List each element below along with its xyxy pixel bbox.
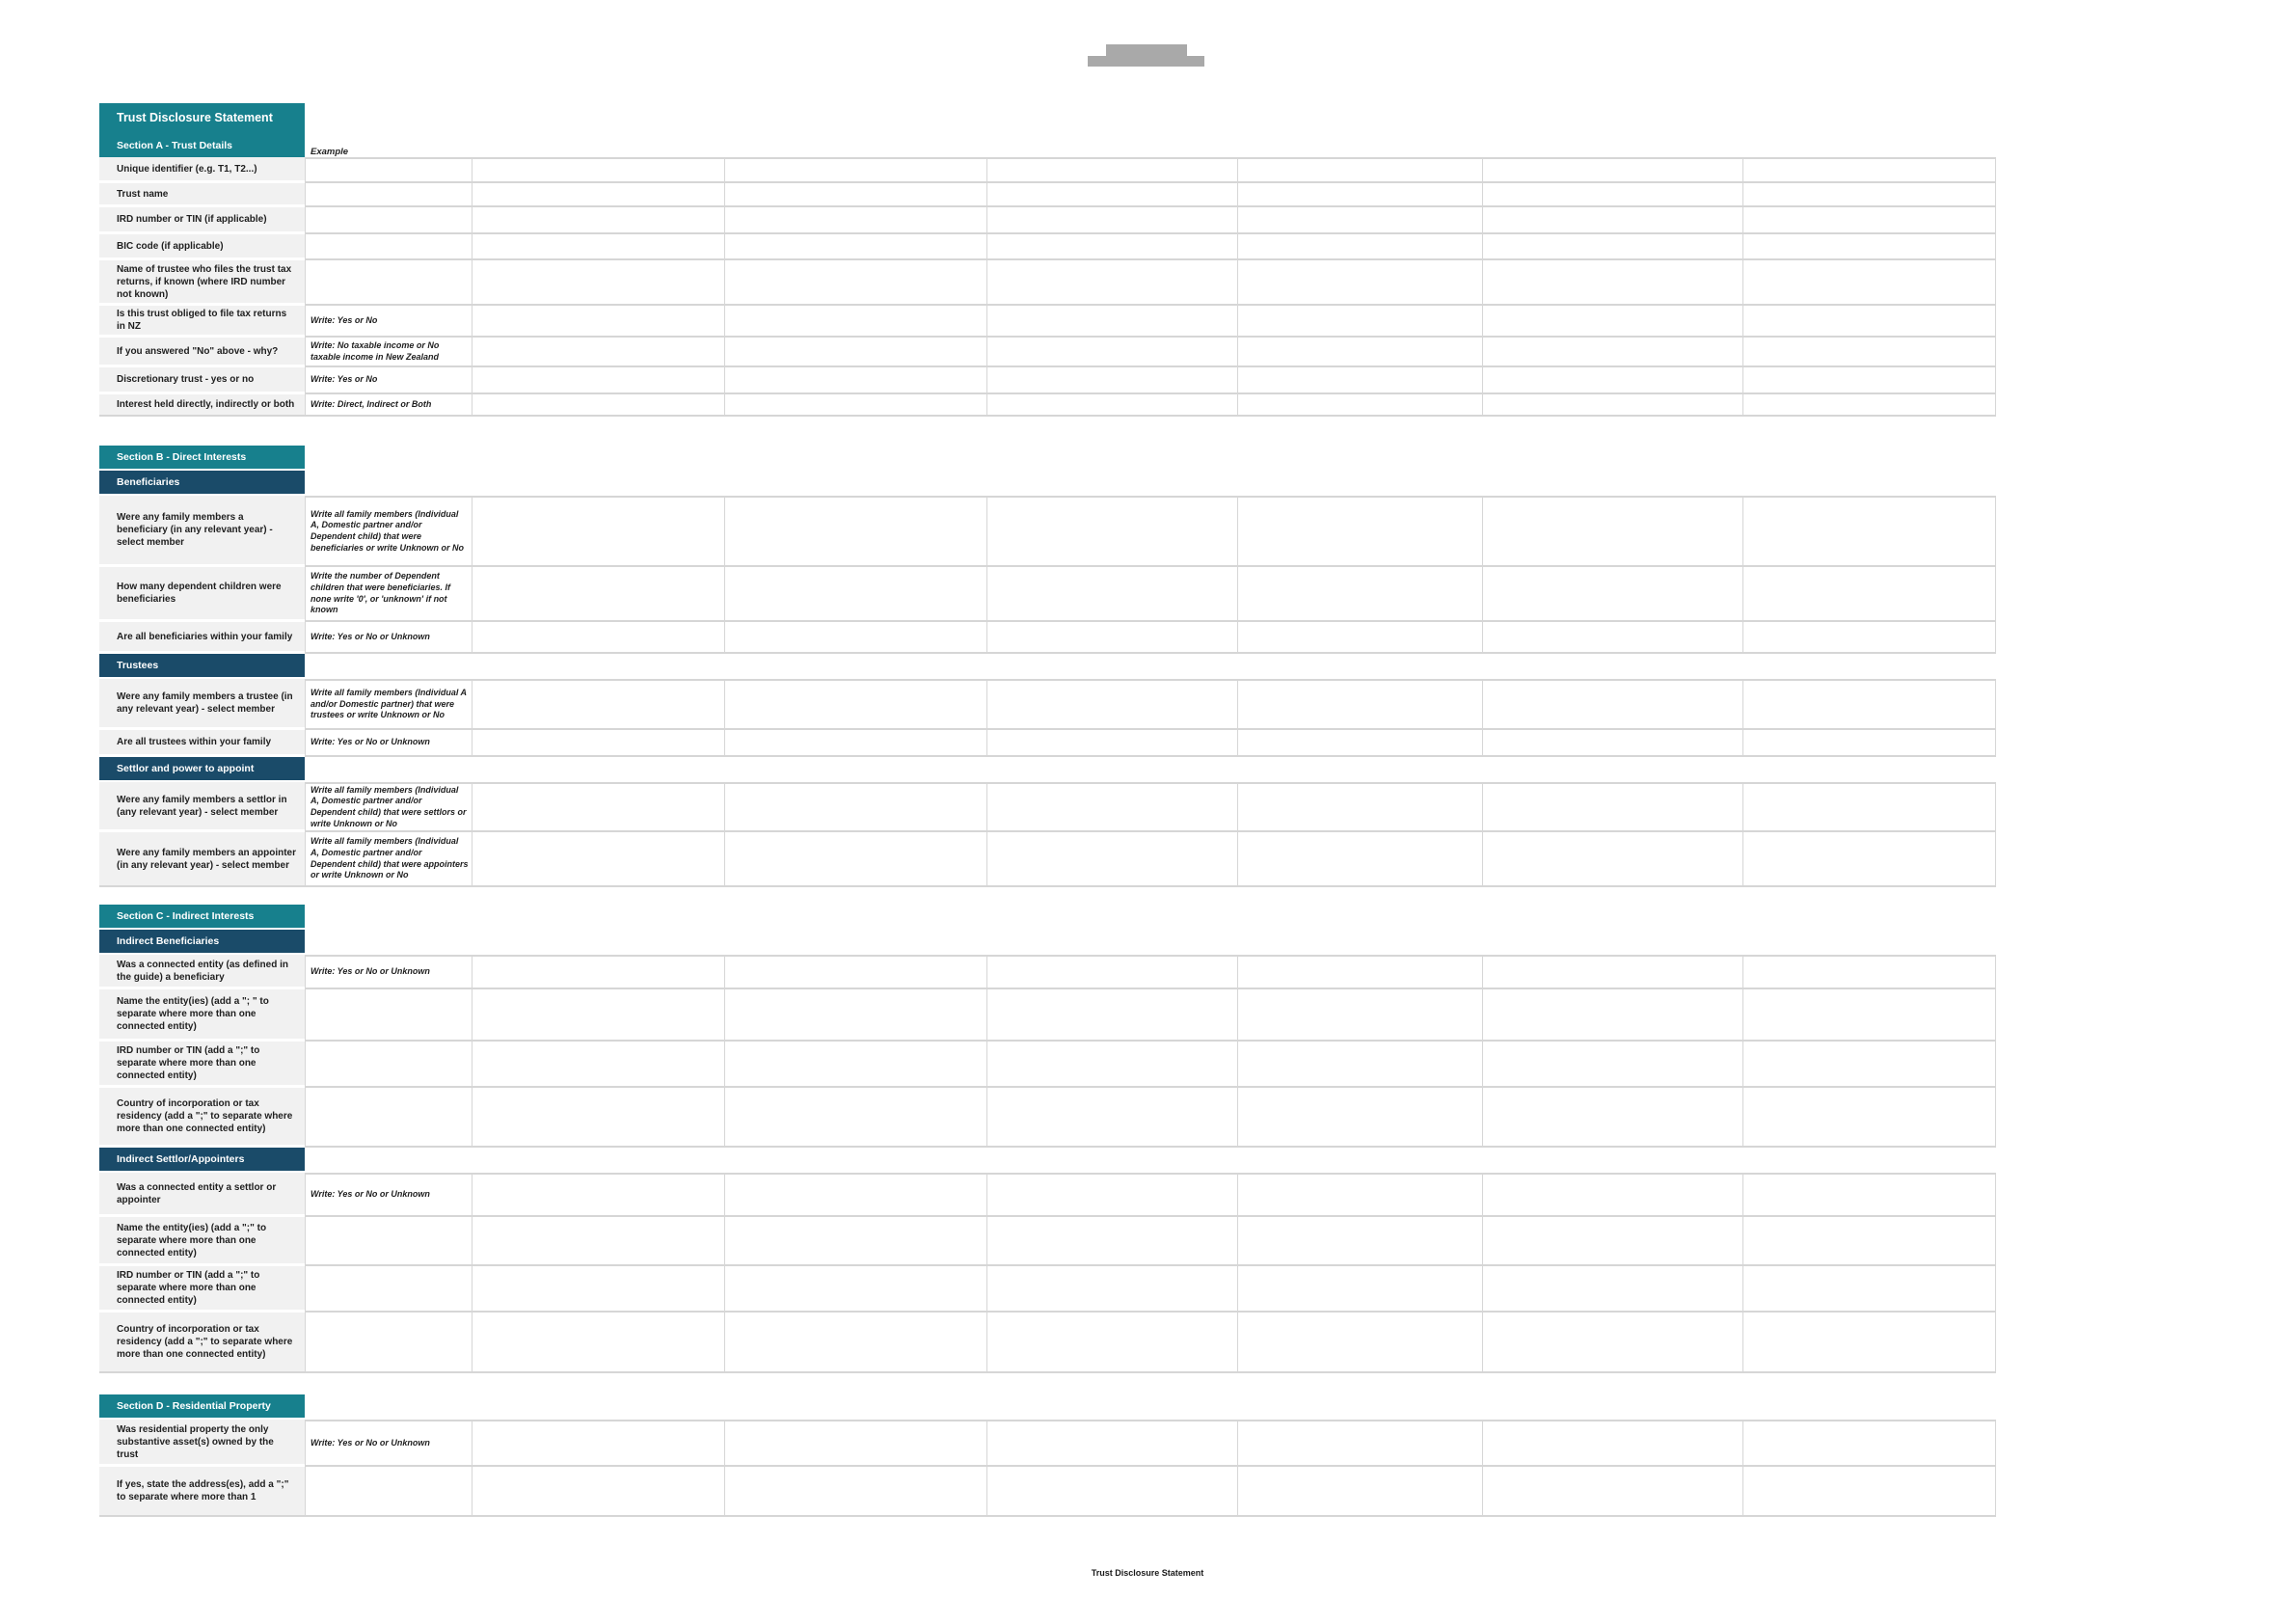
table-row (99, 1042, 1996, 1088)
table-row (99, 1266, 1996, 1313)
row-label: Were any family members an appointer (in any relevant year) - select member (99, 832, 305, 887)
row-example-hint: Write the number of Dependent children that were beneficiaries. If none write '0', or 'unknown' if not known (305, 567, 472, 622)
entry-cell[interactable] (987, 1266, 1238, 1313)
table-row (99, 1420, 1996, 1467)
row-label: Was a connected entity a settlor or appointer (99, 1173, 305, 1217)
entry-cell[interactable] (1483, 1420, 1743, 1467)
entry-cell[interactable] (472, 367, 725, 394)
table-row (99, 306, 1996, 338)
row-label: Name the entity(ies) (add a ";" to separate where more than one connected entity) (99, 1217, 305, 1266)
entry-cell[interactable] (1238, 367, 1483, 394)
entry-cell[interactable] (1238, 207, 1483, 234)
entry-cell[interactable] (1483, 567, 1743, 622)
entry-cell[interactable] (987, 394, 1238, 417)
entry-cell[interactable] (725, 306, 987, 338)
entry-cell[interactable] (1483, 1467, 1743, 1517)
table-row (99, 1313, 1996, 1373)
entry-cell[interactable] (1238, 1173, 1483, 1217)
entry-cell[interactable] (1743, 260, 1996, 306)
group-subheader-bar: Indirect Settlor/Appointers (99, 1148, 305, 1173)
entry-cell[interactable] (1238, 989, 1483, 1042)
section-header-bar: Section D - Residential Property (99, 1394, 305, 1420)
row-example-hint: Write: Yes or No or Unknown (305, 955, 472, 989)
entry-cell[interactable] (1483, 955, 1743, 989)
table-row (99, 234, 1996, 260)
entry-cell[interactable] (472, 1420, 725, 1467)
entry-cell[interactable] (987, 989, 1238, 1042)
entry-cell[interactable] (1743, 1042, 1996, 1088)
entry-cell[interactable] (472, 394, 725, 417)
entry-cell[interactable] (1483, 207, 1743, 234)
table-row (99, 989, 1996, 1042)
entry-cell[interactable] (1483, 260, 1743, 306)
row-label: Name the entity(ies) (add a "; " to separate where more than one connected entity) (99, 989, 305, 1042)
entry-cell[interactable] (1238, 306, 1483, 338)
entry-cell[interactable] (987, 1467, 1238, 1517)
entry-cell[interactable] (1483, 1266, 1743, 1313)
entry-cell[interactable] (725, 1266, 987, 1313)
entry-cell[interactable] (1238, 338, 1483, 367)
table-row (99, 496, 1996, 567)
entry-cell[interactable] (1483, 622, 1743, 654)
section-header-bar: Section B - Direct Interests (99, 446, 305, 471)
entry-cell[interactable] (1743, 679, 1996, 730)
section-a-header-block (99, 103, 1996, 157)
entry-cell[interactable] (472, 496, 725, 567)
entry-cell[interactable] (1483, 989, 1743, 1042)
entry-cell[interactable] (472, 1042, 725, 1088)
table-row (99, 832, 1996, 887)
entry-cell[interactable] (1743, 394, 1996, 417)
row-example-hint: Write all family members (Individual A, Domestic partner and/or Dependent child) that were beneficiaries or write Unknown or No (305, 496, 472, 567)
entry-cell[interactable] (472, 234, 725, 260)
group-subheader-bar: Trustees (99, 654, 305, 679)
entry-cell[interactable] (472, 306, 725, 338)
entry-cell[interactable] (725, 1173, 987, 1217)
table-row (99, 622, 1996, 654)
entry-cell[interactable] (1238, 1313, 1483, 1373)
entry-cell[interactable] (1483, 730, 1743, 757)
entry-cell[interactable] (1743, 367, 1996, 394)
row-label: If you answered "No" above - why? (99, 338, 305, 367)
entry-cell[interactable] (1238, 496, 1483, 567)
entry-cell[interactable] (472, 1088, 725, 1148)
row-label: Are all trustees within your family (99, 730, 305, 757)
row-label: Were any family members a trustee (in any relevant year) - select member (99, 679, 305, 730)
entry-cell[interactable] (1238, 955, 1483, 989)
row-label: Country of incorporation or tax residency (add a ";" to separate where more than one connected entity) (99, 1313, 305, 1373)
row-label: IRD number or TIN (if applicable) (99, 207, 305, 234)
row-example-hint (305, 1266, 472, 1313)
entry-cell[interactable] (1238, 394, 1483, 417)
entry-cell[interactable] (1743, 338, 1996, 367)
entry-cell[interactable] (725, 496, 987, 567)
entry-cell[interactable] (987, 622, 1238, 654)
entry-cell[interactable] (1238, 730, 1483, 757)
entry-cell[interactable] (1743, 207, 1996, 234)
entry-cell[interactable] (1483, 1173, 1743, 1217)
entry-cell[interactable] (987, 1420, 1238, 1467)
entry-cell[interactable] (725, 1042, 987, 1088)
entry-cell[interactable] (1238, 183, 1483, 207)
entry-cell[interactable] (1743, 1313, 1996, 1373)
table-row (99, 1088, 1996, 1148)
row-example-hint (305, 1088, 472, 1148)
row-example-hint: Write: Direct, Indirect or Both (305, 394, 472, 417)
table-row (99, 730, 1996, 757)
entry-cell[interactable] (725, 338, 987, 367)
section-a-header-bar (99, 103, 305, 157)
entry-cell[interactable] (725, 1420, 987, 1467)
entry-cell[interactable] (987, 306, 1238, 338)
entry-cell[interactable] (1743, 306, 1996, 338)
entry-cell[interactable] (725, 989, 987, 1042)
entry-cell[interactable] (1743, 622, 1996, 654)
entry-cell[interactable] (987, 234, 1238, 260)
entry-cell[interactable] (1483, 234, 1743, 260)
entry-cell[interactable] (1483, 306, 1743, 338)
row-example-hint: Write: Yes or No (305, 306, 472, 338)
entry-cell[interactable] (987, 955, 1238, 989)
entry-cell[interactable] (725, 207, 987, 234)
entry-cell[interactable] (1483, 394, 1743, 417)
entry-cell[interactable] (1743, 234, 1996, 260)
entry-cell[interactable] (1238, 1088, 1483, 1148)
row-label: Name of trustee who files the trust tax returns, if known (where IRD number not known) (99, 260, 305, 306)
table-row (99, 567, 1996, 622)
row-example-hint: Write: Yes or No or Unknown (305, 622, 472, 654)
entry-cell[interactable] (1238, 1420, 1483, 1467)
row-example-hint: Write: No taxable income or No taxable income in New Zealand (305, 338, 472, 367)
entry-cell[interactable] (987, 207, 1238, 234)
entry-cell[interactable] (725, 1467, 987, 1517)
entry-cell[interactable] (472, 679, 725, 730)
entry-cell[interactable] (472, 260, 725, 306)
table-row (99, 955, 1996, 989)
redacted-logo-line-1 (1106, 44, 1187, 56)
row-example-hint: Write all family members (Individual A and/or Domestic partner) that were trustees or write Unknown or No (305, 679, 472, 730)
entry-cell[interactable] (1238, 622, 1483, 654)
row-example-hint (305, 989, 472, 1042)
row-label: Interest held directly, indirectly or both (99, 394, 305, 417)
entry-cell[interactable] (1743, 989, 1996, 1042)
entry-cell[interactable] (987, 183, 1238, 207)
group-subheader-bar: Beneficiaries (99, 471, 305, 496)
row-label: Was a connected entity (as defined in the guide) a beneficiary (99, 955, 305, 989)
entry-cell[interactable] (725, 183, 987, 207)
entry-cell[interactable] (987, 782, 1238, 832)
entry-cell[interactable] (725, 567, 987, 622)
entry-cell[interactable] (725, 782, 987, 832)
entry-cell[interactable] (472, 1467, 725, 1517)
entry-cell[interactable] (472, 1266, 725, 1313)
entry-cell[interactable] (1743, 1088, 1996, 1148)
trust-disclosure-table (99, 103, 1996, 1517)
entry-cell[interactable] (1238, 1467, 1483, 1517)
entry-cell[interactable] (1743, 782, 1996, 832)
entry-cell[interactable] (725, 367, 987, 394)
entry-cell[interactable] (725, 394, 987, 417)
entry-cell[interactable] (1483, 679, 1743, 730)
entry-cell[interactable] (987, 832, 1238, 887)
entry-cell[interactable] (725, 1217, 987, 1266)
row-example-hint: Write: Yes or No or Unknown (305, 1173, 472, 1217)
table-row (99, 157, 1996, 183)
entry-cell[interactable] (1238, 260, 1483, 306)
entry-cell[interactable] (1743, 730, 1996, 757)
entry-cell[interactable] (1743, 1173, 1996, 1217)
entry-cell[interactable] (725, 1313, 987, 1373)
table-row (99, 338, 1996, 367)
entry-cell[interactable] (1238, 567, 1483, 622)
entry-cell[interactable] (472, 207, 725, 234)
entry-cell[interactable] (1743, 157, 1996, 183)
entry-cell[interactable] (472, 832, 725, 887)
entry-cell[interactable] (1238, 832, 1483, 887)
entry-cell[interactable] (725, 1088, 987, 1148)
entry-cell[interactable] (725, 157, 987, 183)
entry-cell[interactable] (1743, 496, 1996, 567)
row-example-hint (305, 234, 472, 260)
row-label: Trust name (99, 183, 305, 207)
entry-cell[interactable] (987, 1173, 1238, 1217)
entry-cell[interactable] (987, 367, 1238, 394)
table-row (99, 782, 1996, 832)
table-row (99, 679, 1996, 730)
section-header-bar: Section C - Indirect Interests (99, 905, 305, 930)
entry-cell[interactable] (987, 1042, 1238, 1088)
entry-cell[interactable] (987, 1217, 1238, 1266)
sheet-title: Trust Disclosure Statement (117, 111, 273, 124)
entry-cell[interactable] (1238, 1217, 1483, 1266)
entry-cell[interactable] (1238, 1042, 1483, 1088)
row-label: If yes, state the address(es), add a ";" to separate where more than 1 (99, 1467, 305, 1517)
entry-cell[interactable] (725, 260, 987, 306)
table-row (99, 260, 1996, 306)
row-example-hint: Write: Yes or No or Unknown (305, 1420, 472, 1467)
entry-cell[interactable] (1238, 157, 1483, 183)
section-b (99, 446, 1996, 887)
entry-cell[interactable] (1483, 832, 1743, 887)
row-example-hint (305, 260, 472, 306)
row-label: BIC code (if applicable) (99, 234, 305, 260)
entry-cell[interactable] (1483, 183, 1743, 207)
row-label: Discretionary trust - yes or no (99, 367, 305, 394)
entry-cell[interactable] (472, 989, 725, 1042)
entry-cell[interactable] (1483, 157, 1743, 183)
row-example-hint: Write all family members (Individual A, Domestic partner and/or Dependent child) that were settlors or write Unknown or No (305, 782, 472, 832)
table-row (99, 183, 1996, 207)
section-d (99, 1394, 1996, 1517)
entry-cell[interactable] (1743, 832, 1996, 887)
row-example-hint (305, 1313, 472, 1373)
entry-cell[interactable] (1238, 234, 1483, 260)
entry-cell[interactable] (472, 622, 725, 654)
entry-cell[interactable] (1483, 338, 1743, 367)
row-label: Was residential property the only substantive asset(s) owned by the trust (99, 1420, 305, 1467)
entry-cell[interactable] (472, 730, 725, 757)
entry-cell[interactable] (725, 832, 987, 887)
row-label: Were any family members a beneficiary (in any relevant year) - select member (99, 496, 305, 567)
entry-cell[interactable] (1483, 1088, 1743, 1148)
entry-cell[interactable] (1483, 367, 1743, 394)
row-example-hint (305, 207, 472, 234)
entry-cell[interactable] (987, 1088, 1238, 1148)
entry-cell[interactable] (472, 157, 725, 183)
entry-cell[interactable] (472, 338, 725, 367)
table-row (99, 1173, 1996, 1217)
entry-cell[interactable] (472, 1173, 725, 1217)
table-row (99, 1217, 1996, 1266)
entry-cell[interactable] (1483, 1042, 1743, 1088)
entry-cell[interactable] (1743, 183, 1996, 207)
entry-cell[interactable] (1483, 1217, 1743, 1266)
entry-cell[interactable] (725, 730, 987, 757)
entry-cell[interactable] (987, 567, 1238, 622)
row-label: Are all beneficiaries within your family (99, 622, 305, 654)
entry-cell[interactable] (987, 730, 1238, 757)
entry-cell[interactable] (987, 496, 1238, 567)
section-c (99, 905, 1996, 1373)
section-a-label: Section A - Trust Details (117, 140, 232, 151)
entry-cell[interactable] (987, 157, 1238, 183)
entry-cell[interactable] (987, 1313, 1238, 1373)
redacted-logo-line-2 (1088, 56, 1204, 67)
row-label: Is this trust obliged to file tax returns in NZ (99, 306, 305, 338)
row-label: Were any family members a settlor in (any relevant year) - select member (99, 782, 305, 832)
entry-cell[interactable] (472, 183, 725, 207)
entry-cell[interactable] (987, 260, 1238, 306)
row-example-hint (305, 157, 472, 183)
row-example-hint (305, 1467, 472, 1517)
entry-cell[interactable] (1743, 1217, 1996, 1266)
entry-cell[interactable] (1743, 567, 1996, 622)
page-footer-title: Trust Disclosure Statement (1091, 1568, 1204, 1578)
row-label: IRD number or TIN (add a ";" to separate where more than one connected entity) (99, 1042, 305, 1088)
entry-cell[interactable] (987, 679, 1238, 730)
entry-cell[interactable] (472, 1217, 725, 1266)
entry-cell[interactable] (1238, 782, 1483, 832)
table-row (99, 1467, 1996, 1517)
entry-cell[interactable] (472, 955, 725, 989)
entry-cell[interactable] (1483, 782, 1743, 832)
entry-cell[interactable] (725, 679, 987, 730)
entry-cell[interactable] (1238, 679, 1483, 730)
entry-cell[interactable] (1743, 1467, 1996, 1517)
row-example-hint (305, 183, 472, 207)
entry-cell[interactable] (725, 622, 987, 654)
table-row (99, 207, 1996, 234)
entry-cell[interactable] (1483, 496, 1743, 567)
row-example-hint: Write: Yes or No or Unknown (305, 730, 472, 757)
entry-cell[interactable] (1743, 1420, 1996, 1467)
example-column-header: Example (310, 147, 349, 157)
group-subheader-bar: Indirect Beneficiaries (99, 930, 305, 955)
table-row (99, 367, 1996, 394)
row-label: Unique identifier (e.g. T1, T2...) (99, 157, 305, 183)
entry-cell[interactable] (1743, 955, 1996, 989)
row-example-hint (305, 1042, 472, 1088)
row-example-hint: Write all family members (Individual A, Domestic partner and/or Dependent child) that were appointers or write Unknown or No (305, 832, 472, 887)
entry-cell[interactable] (472, 567, 725, 622)
entry-cell[interactable] (725, 955, 987, 989)
entry-cell[interactable] (472, 1313, 725, 1373)
entry-cell[interactable] (472, 782, 725, 832)
entry-cell[interactable] (725, 234, 987, 260)
entry-cell[interactable] (1743, 1266, 1996, 1313)
entry-cell[interactable] (1238, 1266, 1483, 1313)
row-example-hint (305, 1217, 472, 1266)
entry-cell[interactable] (1483, 1313, 1743, 1373)
table-row (99, 394, 1996, 417)
row-label: Country of incorporation or tax residency (add a ";" to separate where more than one connected entity) (99, 1088, 305, 1148)
row-label: IRD number or TIN (add a ";" to separate where more than one connected entity) (99, 1266, 305, 1313)
section-a (99, 103, 1996, 417)
row-label: How many dependent children were beneficiaries (99, 567, 305, 622)
entry-cell[interactable] (987, 338, 1238, 367)
row-example-hint: Write: Yes or No (305, 367, 472, 394)
group-subheader-bar: Settlor and power to appoint (99, 757, 305, 782)
